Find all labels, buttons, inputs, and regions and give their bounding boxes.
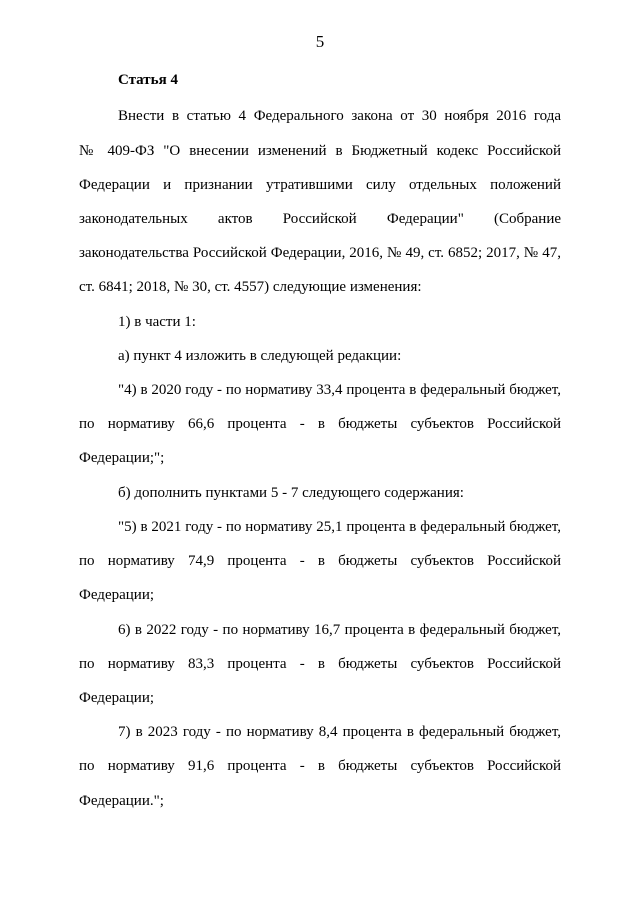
point-4-line: Федерации;"; (79, 450, 165, 466)
point-6-line: Федерации; (79, 690, 155, 706)
paragraph-intro-line: законодательства Российской Федерации, 2016, № 49, ст. 6852; 2017, № 47, (79, 245, 561, 261)
article-heading: Статья 4 (118, 72, 178, 88)
paragraph-intro-line: законодательных актов Российской Федерации" (Собрание (79, 211, 561, 227)
point-5-line: по нормативу 74,9 процента - в бюджеты субъектов Российской (79, 553, 561, 569)
point-5-line: "5) в 2021 году - по нормативу 25,1 процента в федеральный бюджет, (118, 519, 561, 535)
item-a: а) пункт 4 изложить в следующей редакции: (118, 348, 402, 364)
paragraph-intro-line: ст. 6841; 2018, № 30, ст. 4557) следующие изменения: (79, 279, 422, 295)
point-5-line: Федерации; (79, 587, 155, 603)
point-4-line: "4) в 2020 году - по нормативу 33,4 процента в федеральный бюджет, (118, 382, 561, 398)
point-7-line: по нормативу 91,6 процента - в бюджеты субъектов Российской (79, 758, 561, 774)
item-b: б) дополнить пунктами 5 - 7 следующего содержания: (118, 485, 464, 501)
paragraph-intro-line: Внести в статью 4 Федерального закона от 30 ноября 2016 года (118, 108, 561, 124)
paragraph-intro-line: Федерации и признании утратившими силу отдельных положений (79, 177, 561, 193)
point-7-line: 7) в 2023 году - по нормативу 8,4 процента в федеральный бюджет, (118, 724, 561, 740)
point-4-line: по нормативу 66,6 процента - в бюджеты субъектов Российской (79, 416, 561, 432)
paragraph-intro-line: № 409-ФЗ "О внесении изменений в Бюджетный кодекс Российской (79, 143, 561, 159)
point-7-line: Федерации."; (79, 793, 164, 809)
page-number: 5 (315, 32, 325, 51)
point-6-line: 6) в 2022 году - по нормативу 16,7 процента в федеральный бюджет, (118, 622, 561, 638)
point-6-line: по нормативу 83,3 процента - в бюджеты субъектов Российской (79, 656, 561, 672)
item-1: 1) в части 1: (118, 314, 196, 330)
